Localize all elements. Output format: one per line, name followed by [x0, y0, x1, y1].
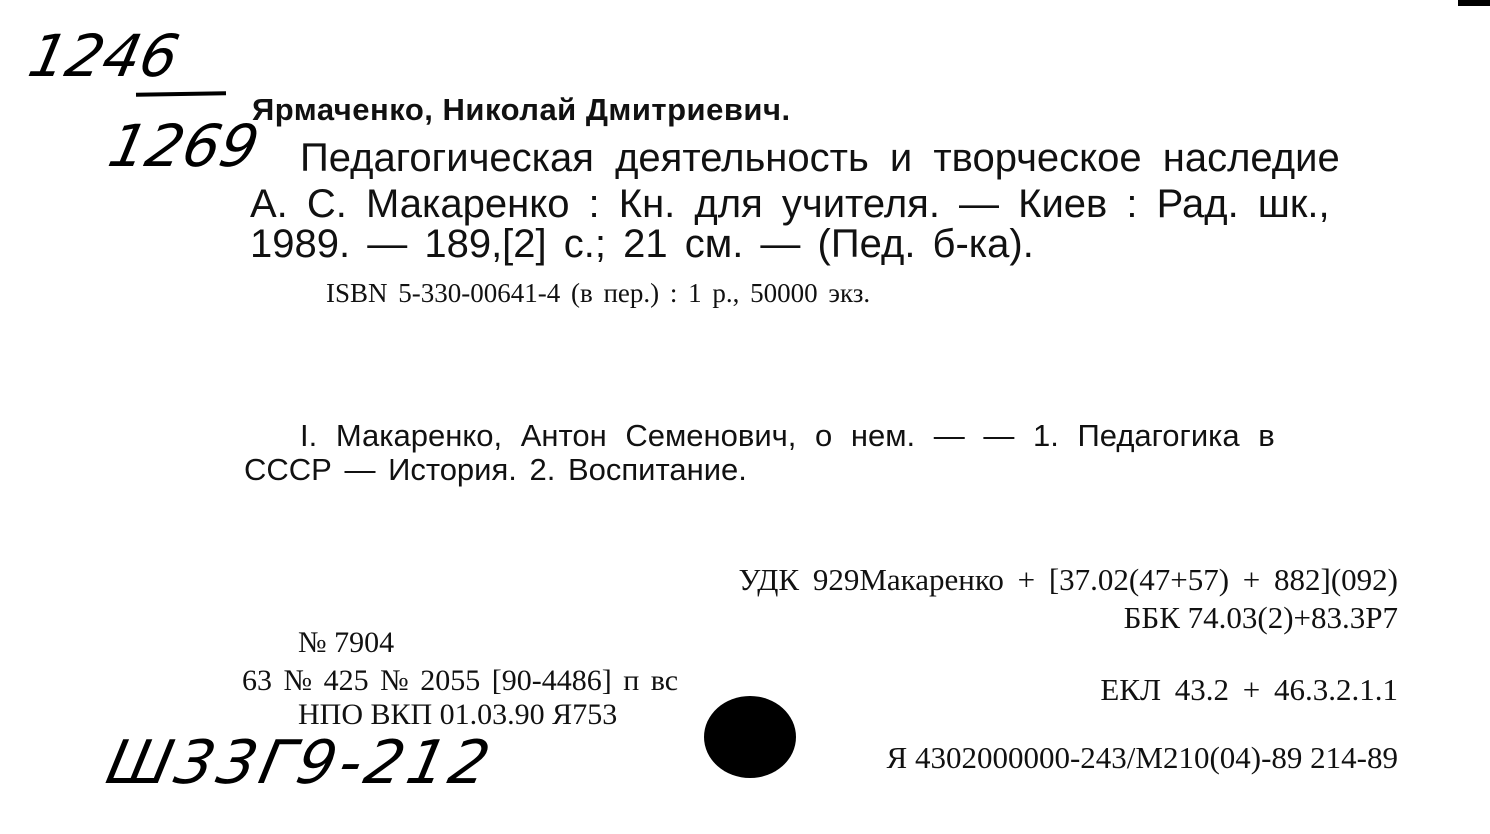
udk-classification: УДК 929Макаренко + [37.02(47+57) + 882](092)	[738, 562, 1398, 597]
bbk-classification: ББК 74.03(2)+83.3Р7	[1123, 600, 1398, 635]
corner-mark	[1458, 0, 1490, 6]
isbn-line: ISBN 5-330-00641-4 (в пер.) : 1 р., 50000 экз.	[326, 278, 871, 308]
subjects-line-1: I. Макаренко, Антон Семенович, о нем. — — 1. Педагогика в	[300, 418, 1275, 453]
title-line-3: 1989. — 189,[2] с.; 21 см. — (Пед. б-ка).	[250, 222, 1034, 266]
subjects-line-2: СССР — История. 2. Воспитание.	[244, 452, 747, 487]
handwritten-number-top: 1246	[22, 22, 185, 90]
title-line-1: Педагогическая деятельность и творческое наследие	[300, 136, 1340, 180]
handwritten-underline	[136, 91, 226, 97]
handwritten-shelf-code: Ш33Г9-212	[100, 728, 500, 798]
title-line-2: А. С. Макаренко : Кн. для учителя. — Киев : Рад. шк.,	[250, 182, 1330, 226]
ink-blot	[704, 696, 796, 778]
author-heading: Ярмаченко, Николай Дмитриевич.	[252, 92, 791, 127]
registry-line: 63 № 425 № 2055 [90-4486] п вс	[242, 664, 679, 697]
ekl-classification: ЕКЛ 43.2 + 46.3.2.1.1	[1100, 672, 1398, 707]
handwritten-number-second: 1269	[102, 112, 265, 180]
registry-number: № 7904	[298, 626, 395, 659]
npo-line: НПО ВКП 01.03.90 Я753	[298, 698, 618, 731]
publisher-code: Я 4302000000-243/М210(04)-89 214-89	[886, 740, 1398, 775]
